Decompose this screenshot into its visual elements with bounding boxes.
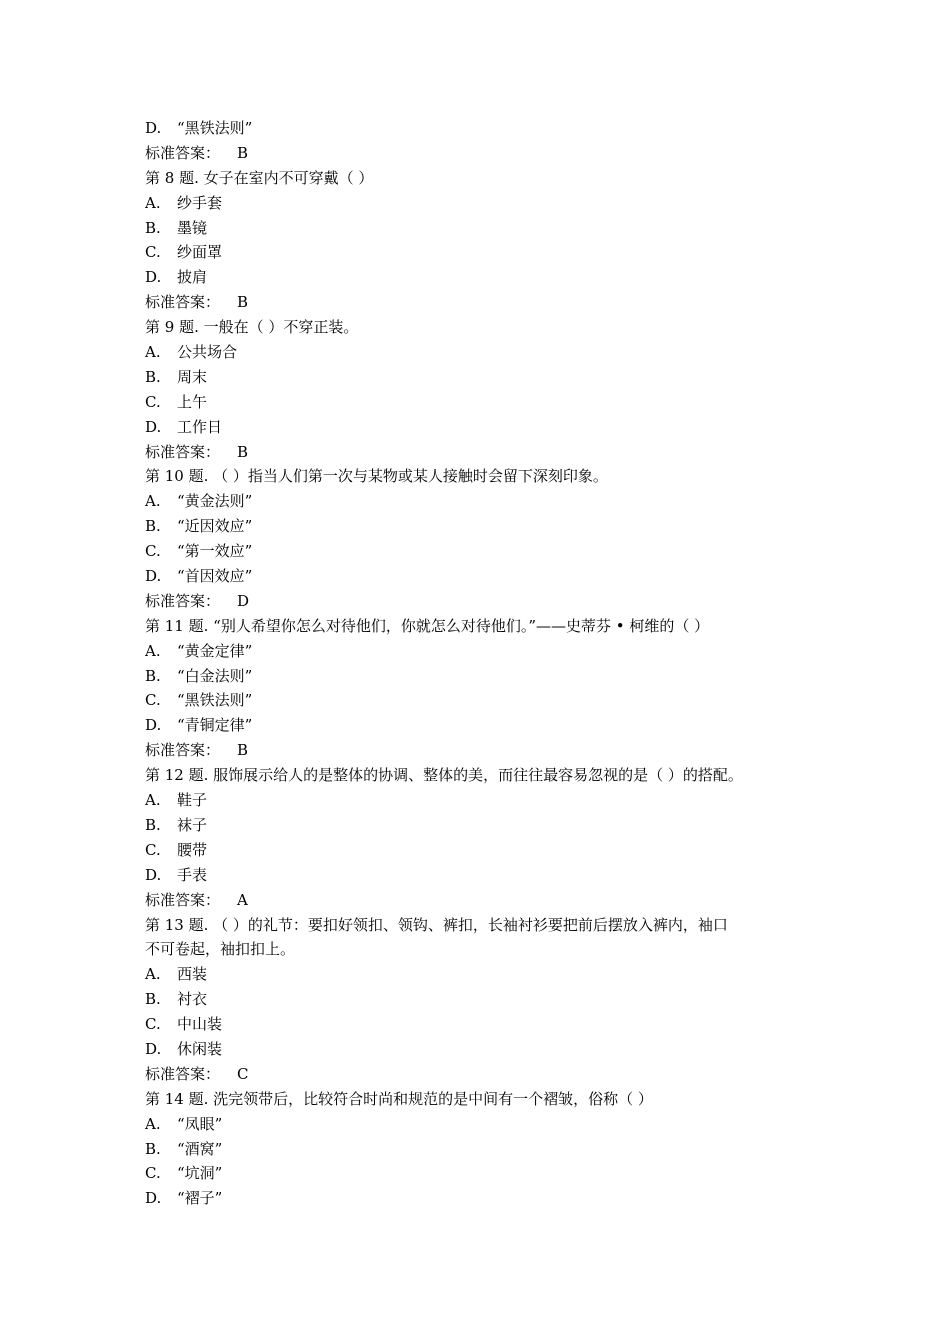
option-text: “首因效应” <box>177 567 253 586</box>
option-letter: A. <box>145 193 161 212</box>
option-letter: C. <box>145 542 161 561</box>
option-letter: B. <box>145 1139 161 1158</box>
option-text: 墨镜 <box>177 218 208 237</box>
option-line <box>145 962 815 987</box>
option-letter: A. <box>145 965 161 984</box>
option-letter: C. <box>145 1015 161 1034</box>
answer-line <box>145 1062 815 1087</box>
option-line <box>145 340 815 365</box>
option-text: “坑洞” <box>177 1164 223 1183</box>
option-line <box>145 191 815 216</box>
option-text: 中山装 <box>177 1015 223 1034</box>
option-letter: D. <box>145 119 162 137</box>
option-text: “黑铁法则” <box>177 119 253 137</box>
option-text: 西装 <box>177 965 208 984</box>
answer-line <box>145 440 815 465</box>
option-letter: D. <box>145 1189 162 1208</box>
option-text: 腰带 <box>177 840 208 859</box>
option-letter: B. <box>145 367 161 386</box>
option-text: 袜子 <box>177 815 208 834</box>
option-line <box>145 415 815 440</box>
question-stem: 第 14 题. 洗完领带后，比较符合时尚和规范的是中间有一个褶皱，俗称（ ） <box>145 1089 653 1108</box>
option-letter: D. <box>145 417 162 436</box>
option-line <box>145 1037 815 1062</box>
answer-line <box>145 589 815 614</box>
option-text: “第一效应” <box>177 542 253 561</box>
answer-line <box>145 290 815 315</box>
option-text: “黑铁法则” <box>177 691 253 710</box>
option-line <box>145 489 815 514</box>
option-letter: B. <box>145 218 161 237</box>
option-line <box>145 987 815 1012</box>
option-text: 鞋子 <box>177 791 208 810</box>
question-list <box>145 116 815 1211</box>
option-letter: A. <box>145 1114 161 1133</box>
option-text: 公共场合 <box>177 343 238 362</box>
option-letter: D. <box>145 567 162 586</box>
option-text: “白金法则” <box>177 666 253 685</box>
option-line <box>145 1161 815 1186</box>
option-line <box>145 838 815 863</box>
answer-value: B <box>237 442 249 461</box>
option-letter: C. <box>145 840 161 859</box>
option-text: 衬衣 <box>177 990 208 1009</box>
option-letter: C. <box>145 691 161 710</box>
answer-line <box>145 738 815 763</box>
question-stem-line: 第 13 题. （ ）的礼节：要扣好领扣、领钩、裤扣，长袖衬衫要把前后摆放入裤内，袖口 <box>145 915 728 934</box>
option-text: 披肩 <box>177 268 208 287</box>
option-text: 上午 <box>177 392 208 411</box>
option-text: 休闲装 <box>177 1039 223 1058</box>
option-letter: D. <box>145 716 162 735</box>
answer-value: B <box>237 741 249 760</box>
option-text: “黄金法则” <box>177 492 253 511</box>
answer-value: B <box>237 293 249 312</box>
option-line <box>145 240 815 265</box>
answer-label: 标准答案： <box>145 741 221 760</box>
answer-label: 标准答案： <box>145 1064 221 1083</box>
option-line <box>145 514 815 539</box>
option-line <box>145 265 815 290</box>
option-letter: B. <box>145 815 161 834</box>
option-text: “凤眼” <box>177 1114 223 1133</box>
option-line <box>145 390 815 415</box>
option-letter: B. <box>145 517 161 536</box>
option-line <box>145 1112 815 1137</box>
option-line <box>145 116 815 141</box>
option-text: 纱面罩 <box>177 243 223 262</box>
option-letter: D. <box>145 268 162 287</box>
question-stem: 第 8 题. 女子在室内不可穿戴（ ） <box>145 168 374 187</box>
answer-line <box>145 141 815 166</box>
answer-value: A <box>237 890 248 909</box>
option-text: “酒窝” <box>177 1139 223 1158</box>
option-text: 周末 <box>177 367 208 386</box>
option-line <box>145 788 815 813</box>
option-text: 工作日 <box>177 417 223 436</box>
answer-label: 标准答案： <box>145 143 221 162</box>
option-line <box>145 863 815 888</box>
answer-value: C <box>237 1064 249 1083</box>
option-line <box>145 1186 815 1211</box>
option-letter: C. <box>145 1164 161 1183</box>
option-line <box>145 639 815 664</box>
answer-value: B <box>237 143 249 162</box>
option-line <box>145 216 815 241</box>
option-text: “褶子” <box>177 1189 223 1208</box>
option-letter: C. <box>145 392 161 411</box>
option-letter: A. <box>145 641 161 660</box>
option-text: 纱手套 <box>177 193 223 212</box>
option-letter: D. <box>145 865 162 884</box>
option-line <box>145 688 815 713</box>
answer-line <box>145 888 815 913</box>
option-line <box>145 1012 815 1037</box>
option-text: “近因效应” <box>177 517 253 536</box>
answer-label: 标准答案： <box>145 890 221 909</box>
option-letter: D. <box>145 1039 162 1058</box>
option-line <box>145 664 815 689</box>
option-line <box>145 539 815 564</box>
option-line <box>145 365 815 390</box>
option-letter: C. <box>145 243 161 262</box>
option-letter: A. <box>145 492 161 511</box>
question-stem-line: 不可卷起，袖扣扣上。 <box>145 940 296 959</box>
option-letter: B. <box>145 990 161 1009</box>
option-line <box>145 564 815 589</box>
option-line <box>145 1137 815 1162</box>
question-stem: 第 10 题. （ ）指当人们第一次与某物或某人接触时会留下深刻印象。 <box>145 467 608 486</box>
question-stem: 第 12 题. 服饰展示给人的是整体的协调、整体的美，而往往最容易忽视的是（ ）的搭配。 <box>145 766 743 785</box>
answer-label: 标准答案： <box>145 293 221 312</box>
option-line <box>145 713 815 738</box>
option-line <box>145 813 815 838</box>
question-stem: 第 11 题. “别人希望你怎么对待他们，你就怎么对待他们。”——史蒂芬 • 柯维的（ ） <box>145 616 710 635</box>
option-text: “黄金定律” <box>177 641 253 660</box>
option-letter: A. <box>145 343 161 362</box>
option-letter: B. <box>145 666 161 685</box>
answer-label: 标准答案： <box>145 442 221 461</box>
answer-value: D <box>237 591 250 610</box>
option-text: 手表 <box>177 865 208 884</box>
option-text: “青铜定律” <box>177 716 253 735</box>
answer-label: 标准答案： <box>145 591 221 610</box>
option-letter: A. <box>145 791 161 810</box>
question-stem: 第 9 题. 一般在（ ）不穿正装。 <box>145 318 359 337</box>
